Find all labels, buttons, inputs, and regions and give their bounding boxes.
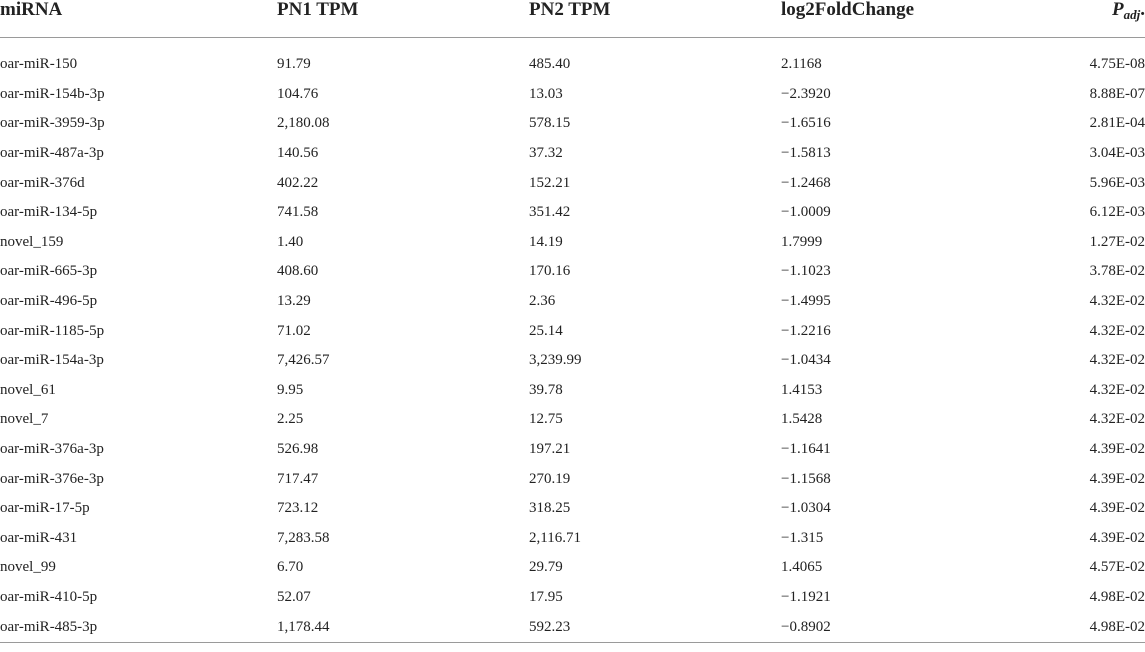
cell-pn2-tpm: 39.78 [529,381,563,398]
cell-pn1-tpm: 52.07 [277,588,311,605]
cell-mirna: oar-miR-17-5p [0,500,90,517]
cell-pn2-tpm: 2.36 [529,293,556,310]
cell-padj: 4.32E-02 [1089,293,1145,310]
cell-mirna: novel_159 [0,233,64,250]
header-padj-dot: . [1140,0,1145,20]
cell-pn2-tpm: 485.40 [529,56,571,73]
header-mirna: miRNA [0,0,277,38]
cell-padj: 8.88E-07 [1089,85,1145,102]
cell-padj: 1.27E-02 [1089,233,1145,250]
cell-pn2-tpm: 12.75 [529,411,563,428]
cell-log2foldchange: −1.1568 [781,470,831,487]
cell-log2foldchange: 1.4153 [781,381,823,398]
table-row [0,228,1145,258]
cell-mirna: novel_61 [0,381,56,398]
cell-pn1-tpm: 741.58 [277,204,319,221]
spacer-cell [0,38,1145,51]
table-row [0,168,1145,198]
cell-padj: 4.39E-02 [1089,500,1145,517]
cell-log2foldchange: −1.0304 [781,500,831,517]
cell-pn2-tpm: 3,239.99 [529,352,582,369]
table-row [0,109,1145,139]
table-body [0,38,1145,643]
cell-padj: 4.57E-02 [1089,559,1145,576]
cell-padj: 2.81E-04 [1089,115,1145,132]
cell-mirna: oar-miR-485-3p [0,612,277,642]
cell-log2foldchange: −1.1921 [781,588,831,605]
table-row [0,553,1145,583]
cell-padj: 4.32E-02 [1089,322,1145,339]
cell-pn1-tpm: 140.56 [277,145,319,162]
table-row [0,612,1145,642]
cell-pn2-tpm: 37.32 [529,145,563,162]
cell-padj: 3.04E-03 [1089,145,1145,162]
table-row [0,80,1145,110]
cell-pn1-tpm: 408.60 [277,263,319,280]
cell-log2foldchange: −1.2468 [781,174,831,191]
cell-pn2-tpm: 351.42 [529,204,571,221]
cell-pn2-tpm: 17.95 [529,588,563,605]
cell-pn2-tpm: 592.23 [529,612,781,642]
header-row [0,0,1145,38]
cell-mirna: oar-miR-376e-3p [0,470,104,487]
cell-mirna: oar-miR-154b-3p [0,85,105,102]
cell-mirna: oar-miR-376a-3p [0,441,104,458]
cell-pn2-tpm: 578.15 [529,115,571,132]
table-row [0,346,1145,376]
cell-pn2-tpm: 25.14 [529,322,563,339]
cell-padj: 6.12E-03 [1089,204,1145,221]
cell-log2foldchange: −1.2216 [781,322,831,339]
cell-pn2-tpm: 2,116.71 [529,529,581,546]
cell-log2foldchange: −1.6516 [781,115,831,132]
cell-pn2-tpm: 152.21 [529,174,571,191]
cell-log2foldchange: −1.0434 [781,352,831,369]
cell-padj: 5.96E-03 [1089,174,1145,191]
cell-pn1-tpm: 104.76 [277,85,319,102]
cell-pn1-tpm: 723.12 [277,500,319,517]
cell-mirna: oar-miR-431 [0,529,78,546]
header-padj [1071,0,1145,38]
cell-log2foldchange: 1.7999 [781,233,823,250]
cell-pn1-tpm: 6.70 [277,559,304,576]
cell-padj: 4.98E-02 [1071,612,1145,642]
header-pn1-tpm: PN1 TPM [277,0,529,38]
table-header [0,0,1145,38]
cell-pn2-tpm: 14.19 [529,233,563,250]
cell-pn1-tpm: 717.47 [277,470,319,487]
cell-padj: 4.75E-08 [1089,56,1145,73]
cell-pn1-tpm: 9.95 [277,381,304,398]
cell-padj: 4.39E-02 [1089,470,1145,487]
cell-pn1-tpm: 1,178.44 [277,612,529,642]
table-row [0,405,1145,435]
cell-mirna: novel_99 [0,559,56,576]
spacer-row [0,38,1145,51]
table-row [0,583,1145,613]
cell-padj: 4.98E-02 [1089,588,1145,605]
cell-log2foldchange: −1.1641 [781,441,831,458]
cell-mirna: oar-miR-134-5p [0,204,98,221]
cell-pn2-tpm: 197.21 [529,441,571,458]
cell-mirna: oar-miR-496-5p [0,293,98,310]
table-row [0,257,1145,287]
cell-log2foldchange: −1.4995 [781,293,831,310]
cell-padj: 4.32E-02 [1089,411,1145,428]
table-row [0,50,1145,80]
cell-pn1-tpm: 402.22 [277,174,319,191]
cell-pn2-tpm: 170.16 [529,263,571,280]
table-row [0,316,1145,346]
cell-pn1-tpm: 1.40 [277,233,304,250]
cell-log2foldchange: −1.315 [781,529,824,546]
header-padj-p: P [1112,0,1124,20]
table-row [0,198,1145,228]
cell-pn1-tpm: 2,180.08 [277,115,330,132]
cell-pn2-tpm: 13.03 [529,85,563,102]
cell-pn2-tpm: 318.25 [529,500,571,517]
table-row [0,494,1145,524]
cell-mirna: oar-miR-3959-3p [0,115,105,132]
header-pn2-tpm: PN2 TPM [529,0,781,38]
table-row [0,464,1145,494]
header-padj-subscript: adj [1123,7,1141,22]
header-log2foldchange: log2FoldChange [781,0,1071,38]
cell-log2foldchange: −1.1023 [781,263,831,280]
cell-padj: 4.39E-02 [1089,441,1145,458]
cell-pn1-tpm: 2.25 [277,411,304,428]
table-row [0,435,1145,465]
cell-padj: 4.32E-02 [1089,381,1145,398]
cell-mirna: oar-miR-665-3p [0,263,98,280]
cell-pn1-tpm: 7,283.58 [277,529,330,546]
cell-log2foldchange: 1.4065 [781,559,823,576]
cell-mirna: oar-miR-410-5p [0,588,98,605]
cell-log2foldchange: −1.5813 [781,145,831,162]
cell-mirna: oar-miR-154a-3p [0,352,104,369]
cell-mirna: oar-miR-376d [0,174,85,191]
cell-log2foldchange: −0.8902 [781,612,1071,642]
table-row [0,376,1145,406]
cell-padj: 3.78E-02 [1089,263,1145,280]
cell-mirna: oar-miR-150 [0,56,78,73]
table-row [0,524,1145,554]
cell-padj: 4.32E-02 [1089,352,1145,369]
cell-log2foldchange: 1.5428 [781,411,823,428]
cell-pn1-tpm: 13.29 [277,293,311,310]
cell-pn2-tpm: 29.79 [529,559,563,576]
cell-mirna: oar-miR-487a-3p [0,145,104,162]
cell-mirna: oar-miR-1185-5p [0,322,105,339]
cell-pn1-tpm: 91.79 [277,56,311,73]
cell-pn1-tpm: 71.02 [277,322,311,339]
cell-pn1-tpm: 7,426.57 [277,352,330,369]
cell-log2foldchange: −2.3920 [781,85,831,102]
cell-mirna: novel_7 [0,411,49,428]
table-row [0,139,1145,169]
table-row [0,287,1145,317]
cell-padj: 4.39E-02 [1089,529,1145,546]
cell-log2foldchange: −1.0009 [781,204,831,221]
cell-log2foldchange: 2.1168 [781,56,822,73]
cell-pn2-tpm: 270.19 [529,470,571,487]
cell-pn1-tpm: 526.98 [277,441,319,458]
